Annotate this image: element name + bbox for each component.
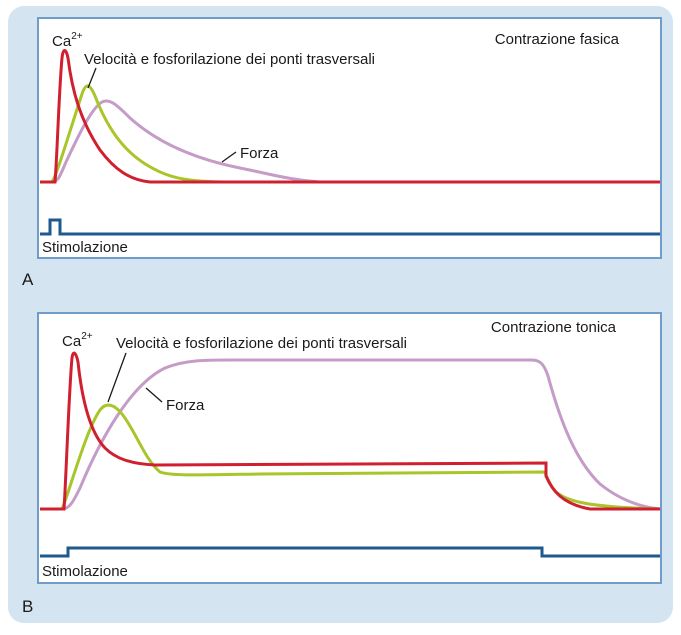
panel-b-stimulation-label: Stimolazione bbox=[42, 563, 128, 580]
panel-a-letter: A bbox=[22, 270, 34, 289]
panel-b bbox=[22, 313, 661, 616]
panel-b-title: Contrazione tonica bbox=[490, 319, 616, 336]
panel-a-calcium-label-sup: 2+ bbox=[71, 31, 83, 42]
panel-b-letter: B bbox=[22, 597, 34, 616]
panel-a-stimulation-label: Stimolazione bbox=[42, 239, 128, 256]
panel-b-force-label: Forza bbox=[166, 397, 205, 414]
panel-a-force-label: Forza bbox=[240, 145, 279, 162]
panel-b-plot-frame bbox=[38, 313, 661, 583]
panel-b-calcium-label-base: Ca bbox=[62, 333, 82, 350]
panel-a-calcium-label-base: Ca bbox=[52, 33, 72, 50]
panel-a-title: Contrazione fasica bbox=[494, 31, 619, 48]
panel-b-velocity-label: Velocità e fosforilazione dei ponti trasversali bbox=[116, 335, 407, 352]
panel-a bbox=[22, 18, 661, 289]
panel-a-velocity-label: Velocità e fosforilazione dei ponti trasversali bbox=[84, 51, 375, 68]
panel-b-calcium-label-sup: 2+ bbox=[81, 331, 93, 342]
